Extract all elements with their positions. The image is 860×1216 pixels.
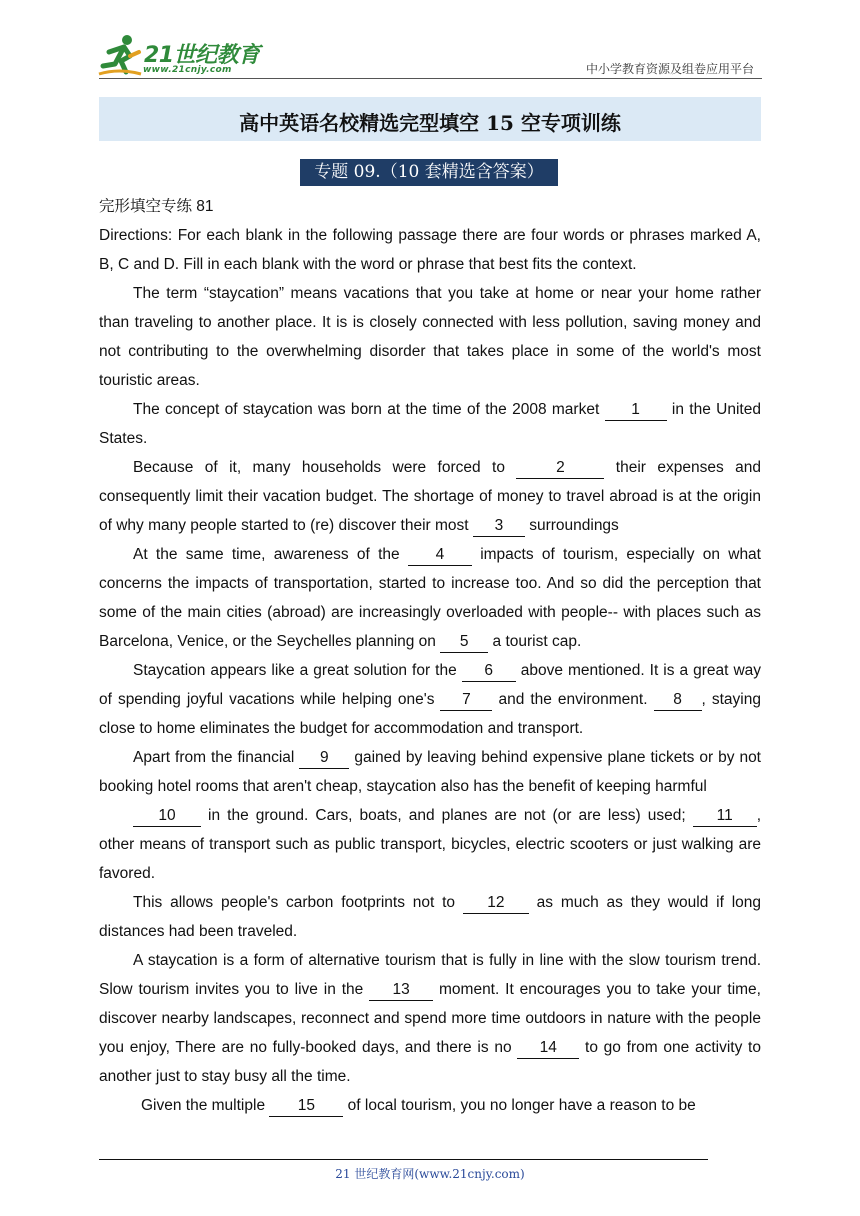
section-label: 完形填空专练 81	[99, 198, 214, 215]
blank-14: 14	[517, 1038, 579, 1059]
passage-paragraph-8	[99, 888, 761, 946]
blank-15: 15	[269, 1096, 343, 1117]
text-run: Staycation appears like a great solution for the	[133, 662, 462, 679]
site-logo[interactable]	[97, 34, 267, 80]
text-run: A staycation is a form of alternative tourism that is fully in line with the slow tourism trend. Slow tourism invites you to live in the	[99, 952, 761, 998]
blank-10: 10	[133, 806, 201, 827]
text-run: At the same time, awareness of the	[133, 546, 408, 563]
text-run: moment. It encourages you to take your time, discover nearby landscapes, reconnect and spend more time outdoors in nature with the people you enjoy, There are no fully-booked days, and there is no	[99, 981, 761, 1056]
page-title: 高中英语名校精选完型填空 15 空专项训练	[239, 111, 621, 135]
logo-text: 21世纪教育	[144, 43, 260, 68]
blank-7: 7	[440, 690, 492, 711]
passage-paragraph-3	[99, 453, 761, 540]
passage-paragraph-9	[99, 946, 761, 1091]
blank-11: 11	[693, 806, 757, 827]
text-run: a tourist cap.	[488, 633, 582, 650]
blank-4: 4	[408, 545, 472, 566]
text-run: in the United States.	[99, 401, 761, 447]
text-run: and the environment.	[492, 691, 654, 708]
blank-13: 13	[369, 980, 433, 1001]
passage-paragraph-6	[99, 743, 761, 801]
text-run: above mentioned. It is a great way of spending joyful vacations while helping one's	[99, 662, 762, 708]
logo-url: www.21cnjy.com	[143, 65, 232, 75]
blank-3: 3	[473, 516, 525, 537]
passage-paragraph-5	[99, 656, 761, 743]
text-run: their expenses and consequently limit their vacation budget. The shortage of money to travel abroad is at the origin of why many people started to (re) discover their most	[99, 459, 761, 534]
platform-label: 中小学教育资源及组卷应用平台	[585, 62, 754, 76]
text-run: of local tourism, you no longer have a reason to be	[343, 1097, 696, 1114]
passage-paragraph-2	[99, 395, 761, 453]
runner-icon	[97, 34, 143, 78]
subtitle-badge: 专题 09.（10 套精选含答案）	[300, 159, 558, 186]
document-body	[99, 192, 761, 1120]
text-run: Apart from the financial	[133, 749, 300, 766]
title-banner	[99, 97, 761, 141]
passage-paragraph-4	[99, 540, 761, 656]
blank-8: 8	[654, 690, 702, 711]
text-run: in the ground. Cars, boats, and planes are not (or are less) used;	[201, 807, 693, 824]
text-run: The concept of staycation was born at the time of the 2008 market	[133, 401, 605, 418]
text-run: impacts of tourism, especially on what concerns the impacts of transportation, started to increase too. And so did the perception that some of the main cities (abroad) are increasingly overloaded with people-- with places such as Barcelona, Venice, or the Seychelles planning on	[99, 546, 761, 650]
blank-9: 9	[299, 748, 349, 769]
text-run: to go from one activity to another just to stay busy all the time.	[99, 1039, 761, 1085]
blank-5: 5	[440, 632, 488, 653]
text-run: Because of it, many households were forced to	[133, 459, 517, 476]
text-run: This allows people's carbon footprints not to	[133, 894, 463, 911]
blank-2: 2	[516, 458, 604, 479]
blank-1: 1	[605, 400, 667, 421]
text-run: as much as they would if long distances had been traveled.	[99, 894, 761, 940]
passage-paragraph-7	[99, 801, 761, 888]
passage-paragraph-1: The term “staycation” means vacations that you take at home or near your home rather than traveling to another place. It is is closely connected with less pollution, saving money and not contributing to the overwhelming disorder that takes place in some of the world's most touristic areas.	[99, 285, 761, 389]
directions-text: Directions: For each blank in the following passage there are four words or phrases marked A, B, C and D. Fill in each blank with the word or phrase that best fits the context.	[99, 227, 761, 273]
text-run: Given the multiple	[141, 1097, 270, 1114]
header-divider	[99, 78, 762, 79]
text-run: gained by leaving behind expensive plane tickets or by not booking hotel rooms that aren't cheap, staycation also has the benefit of keeping harmful	[99, 749, 761, 795]
page-footer[interactable]: 21 世纪教育网(www.21cnjy.com)	[335, 1167, 525, 1181]
text-run: surroundings	[524, 517, 619, 534]
text-run: , other means of transport such as public transport, bicycles, electric scooters or just walking are favored.	[99, 807, 761, 882]
passage-paragraph-10	[99, 1091, 761, 1120]
blank-6: 6	[462, 661, 516, 682]
text-run: , staying close to home eliminates the budget for accommodation and transport.	[99, 691, 761, 737]
footer-divider	[99, 1159, 708, 1160]
blank-12: 12	[463, 893, 529, 914]
page-header	[0, 0, 860, 80]
